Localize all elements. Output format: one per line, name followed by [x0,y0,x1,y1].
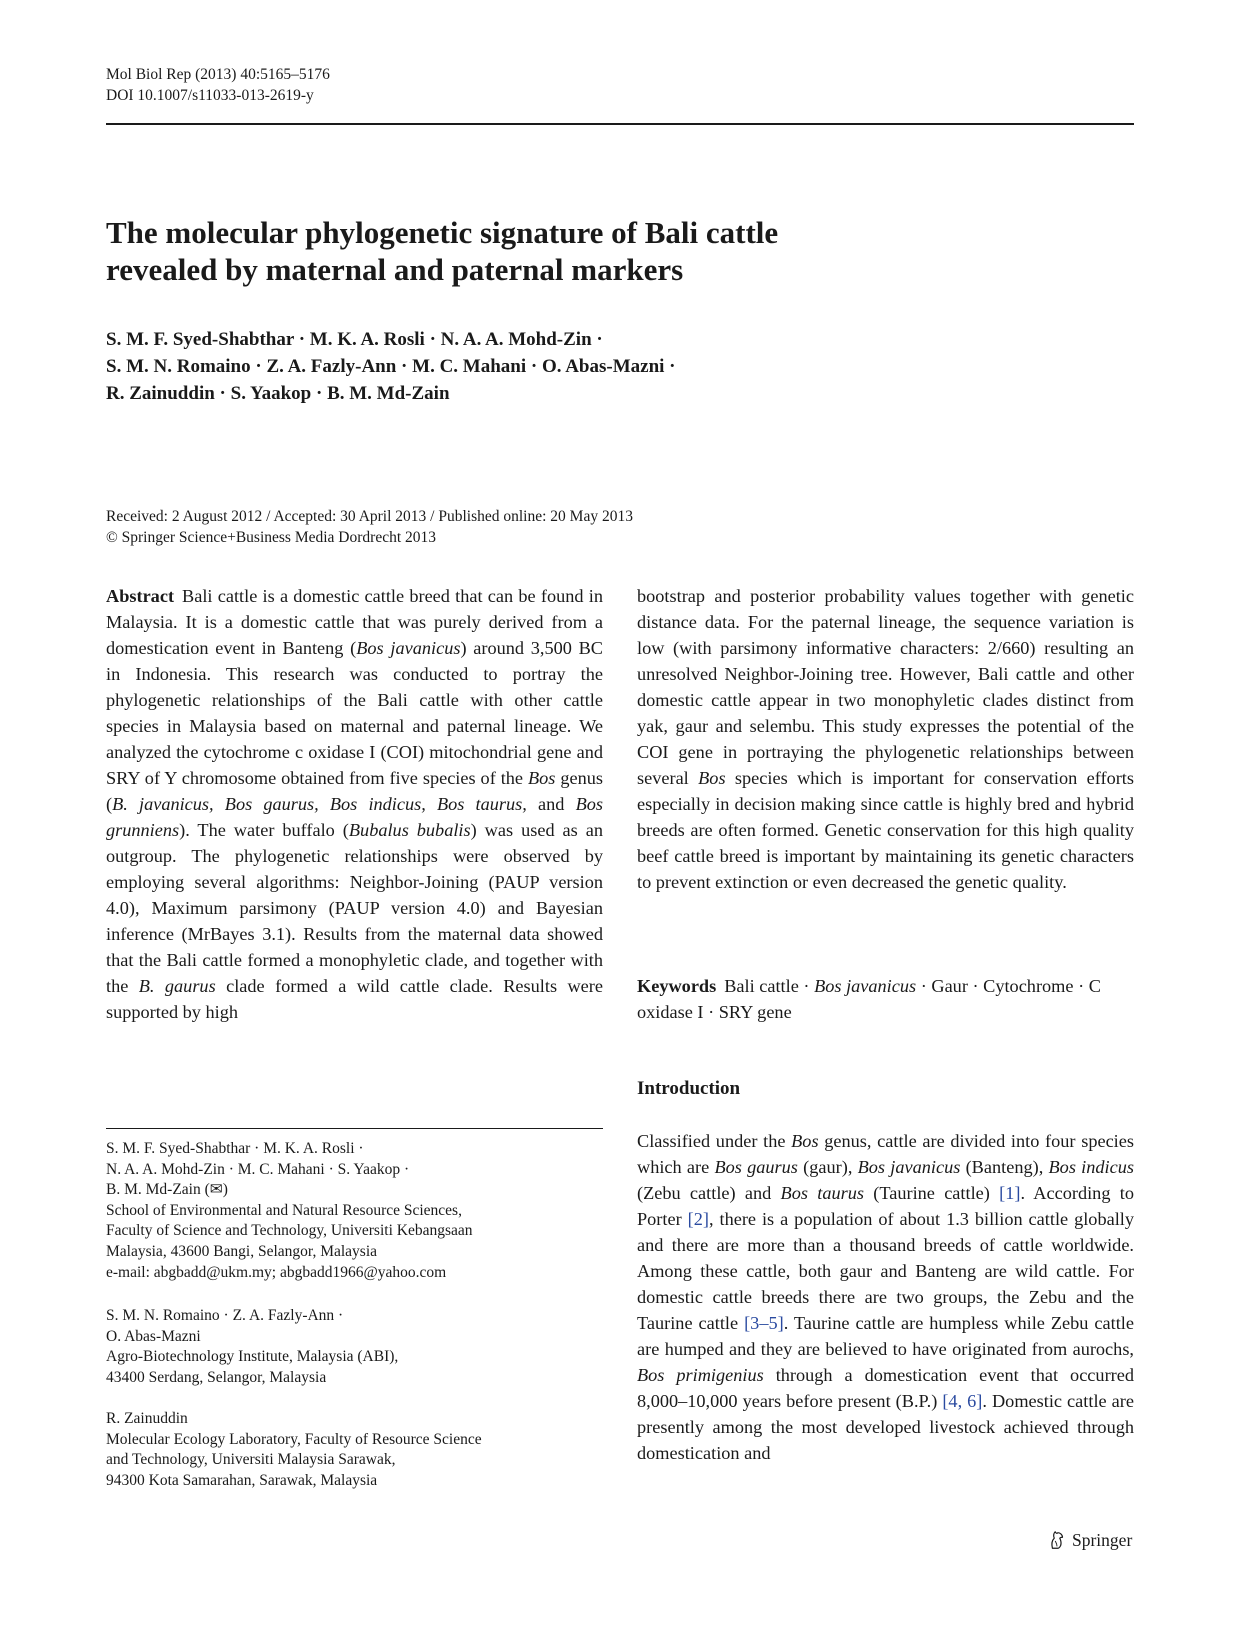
affiliation-rule [106,1128,603,1129]
intro-italic: Bos indicus [1048,1157,1134,1177]
affiliation-line: Molecular Ecology Laboratory, Faculty of Resource Science [106,1430,482,1448]
keywords-label: Keywords [637,976,717,996]
affiliation-2 [106,1306,646,1388]
affiliation-line: S. M. F. Syed-Shabthar · M. K. A. Rosli · [106,1140,364,1157]
intro-text: (Zebu cattle) and [637,1183,781,1203]
intro-italic: Bos primigenius [637,1365,764,1385]
keyword-italic: Bos javanicus [814,976,917,996]
abstract-text: bootstrap and posterior probability values together with genetic distance data. For the paternal lineage, the sequence variation is low (with parsimony informative characters: 2/660) resulting an unresolved Neighbor-Joining tree. However, Bali cattle and other domestic cattle appear in two monophyletic clades distinct from yak, gaur and selembu. This study expresses the potential of the COI gene in portraying the phylogenetic relationships between several [637,586,1134,788]
affiliation-1 [106,1139,646,1283]
introduction-text [637,1128,1134,1466]
abstract-italic: B. javanicus, Bos gaurus, Bos indicus, Bos taurus, [112,794,527,814]
abstract-text: Bali cattle is a domestic cattle breed that can be found in Malaysia. It is a domestic cattle that was purely derived from a domestication event in Banteng ( [106,586,603,658]
affiliation-3 [106,1409,646,1491]
publisher-logo [1046,1529,1132,1551]
affiliation-line: School of Environmental and Natural Resource Sciences, [106,1201,462,1219]
intro-text: , there is a population of about 1.3 billion cattle globally and there are more than a thousand breeds of cattle worldwide. Among these cattle, both gaur and Banteng are wild cattle. For domestic cattle breeds there are two groups, the Zebu and the Taurine cattle [637,1209,1135,1333]
copyright: © Springer Science+Business Media Dordrecht 2013 [106,529,437,546]
intro-text: Classified under the [637,1131,792,1151]
affiliation-line: Malaysia, 43600 Bangi, Selangor, Malaysia [106,1242,378,1260]
intro-italic: Bos gaurus [714,1157,798,1177]
intro-italic: Bos [791,1131,819,1151]
abstract-continued [637,583,1134,895]
doi[interactable]: DOI 10.1007/s11033-013-2619-y [106,87,314,104]
abstract-italic: Bos [698,768,726,788]
author-list [106,326,1006,407]
keyword-text: · Gaur · Cytochrome · C oxidase I · SRY gene [637,976,1101,1022]
springer-horse-icon [1046,1529,1068,1551]
affiliation-line: Agro-Biotechnology Institute, Malaysia (ABI), [106,1348,399,1366]
abstract-italic: B. gaurus [138,976,216,996]
intro-text: . Taurine cattle are humpless while Zebu cattle are humped and they are believed to have originated from aurochs, [637,1313,1135,1359]
paper-title [106,214,1006,288]
header-rule [106,123,1134,125]
intro-text: (Banteng), [960,1157,1049,1177]
received-accepted-published: Received: 2 August 2012 / Accepted: 30 April 2013 / Published online: 20 May 2013 [106,508,633,525]
intro-italic: Bos taurus [780,1183,864,1203]
abstract-text: genus ( [106,768,603,814]
intro-text: genus, cattle are divided into four species which are [637,1131,1134,1177]
abstract-italic: Bubalus bubalis [348,820,471,840]
affiliation-line: and Technology, Universiti Malaysia Sarawak, [106,1451,396,1469]
citation-link[interactable]: [3–5] [744,1313,784,1333]
intro-text: . Domestic cattle are presently among the most developed livestock achieved through domestication and [637,1391,1134,1463]
publisher-name: Springer [1072,1529,1133,1550]
intro-text: . According to Porter [637,1183,1134,1229]
publication-dates [106,506,1006,548]
affiliation-line: O. Abas-Mazni [106,1327,201,1345]
abstract-text: and [526,794,576,814]
title-line-1: The molecular phylogenetic signature of Bali cattle [106,215,779,250]
intro-text: (gaur), [797,1157,858,1177]
citation-link[interactable]: [4, 6] [942,1391,983,1411]
affiliation-line: 94300 Kota Samarahan, Sarawak, Malaysia [106,1471,378,1489]
affiliation-line: 43400 Serdang, Selangor, Malaysia [106,1368,327,1386]
affiliation-line: Faculty of Science and Technology, Universiti Kebangsaan [106,1222,473,1240]
authors-line-3: R. Zainuddin · S. Yaakop · B. M. Md-Zain [106,383,450,404]
citation-link[interactable]: [1] [999,1183,1021,1203]
citation-link[interactable]: [2] [687,1209,709,1229]
intro-text: through a domestication event that occurred 8,000–10,000 years before present (B.P.) [637,1365,1134,1411]
abstract-text: ) around 3,500 BC in Indonesia. This research was conducted to portray the phylogenetic relationships of the Bali cattle with other cattle species in Malaysia based on maternal and paternal lineage. We analyzed the cytochrome c oxidase I (COI) mitochondrial gene and SRY of Y chromosome obtained from five species of the [106,638,603,788]
affiliation-line: N. A. A. Mohd-Zin · M. C. Mahani · S. Yaakop · [106,1160,410,1178]
email-line[interactable]: e-mail: abgbadd@ukm.my; abgbadd1966@yahoo.com [106,1263,447,1281]
abstract-italic: Bos grunniens [106,794,603,840]
affiliation-line: R. Zainuddin [106,1410,188,1427]
keyword-text: Bali cattle · [724,976,815,996]
intro-text: (Taurine cattle) [863,1183,1000,1203]
authors-line-1: S. M. F. Syed-Shabthar · M. K. A. Rosli · N. A. A. Mohd-Zin · [106,329,603,350]
abstract-label: Abstract [106,586,175,606]
keywords [637,973,1134,1025]
intro-italic: Bos javanicus [857,1157,961,1177]
abstract-text: ) was used as an outgroup. The phylogenetic relationships were observed by employing several algorithms: Neighbor-Joining (PAUP version 4.0), Maximum parsimony (PAUP version 4.0) and Bayesian inference (MrBayes 3.1). Results from the maternal data showed that the Bali cattle formed a monophyletic clade, and together with the [106,820,603,996]
running-header [106,64,330,106]
abstract-italic: Bos [527,768,556,788]
journal-citation: Mol Biol Rep (2013) 40:5165–5176 [106,66,330,83]
abstract-text: ). The water buffalo ( [179,820,349,840]
abstract [106,583,603,1025]
title-line-2: revealed by maternal and paternal markers [106,252,684,287]
abstract-italic: Bos javanicus [356,638,461,658]
abstract-text: species which is important for conservation efforts especially in decision making since cattle is highly bred and hybrid breeds are often formed. Genetic conservation for this high quality beef cattle breed is important by maintaining its genetic characters to prevent extinction or even decreased the genetic quality. [637,768,1134,892]
corresponding-author: B. M. Md-Zain (✉) [106,1181,228,1199]
abstract-text: clade formed a wild cattle clade. Results were supported by high [106,976,603,1022]
introduction-heading: Introduction [637,1078,741,1099]
authors-line-2: S. M. N. Romaino · Z. A. Fazly-Ann · M. C. Mahani · O. Abas-Mazni · [106,356,676,377]
affiliation-line: S. M. N. Romaino · Z. A. Fazly-Ann · [106,1307,344,1324]
